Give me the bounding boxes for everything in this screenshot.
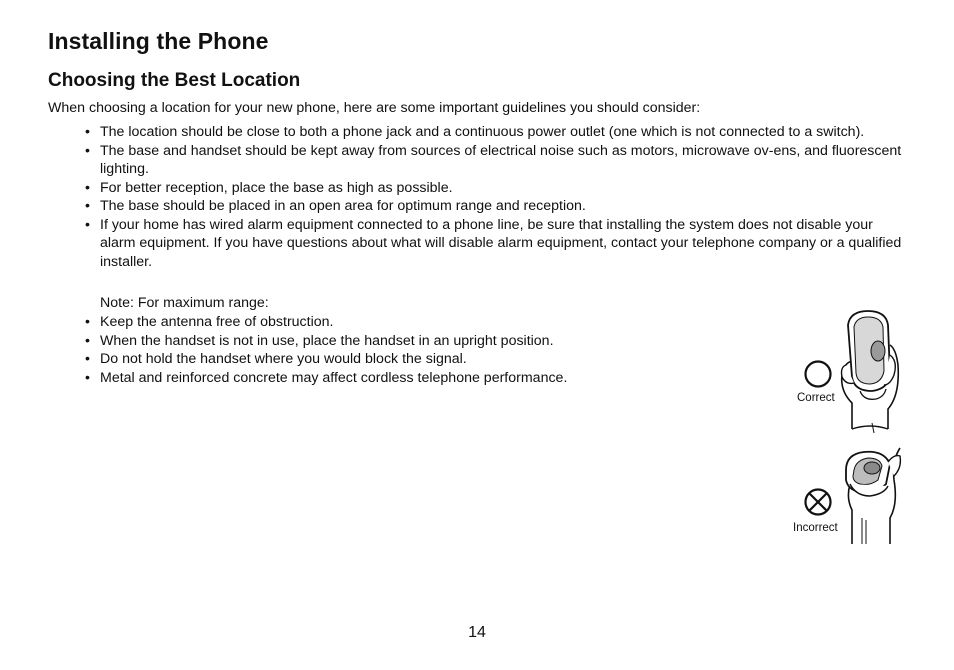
- list-item-text: The base should be placed in an open area for optimum range and reception.: [100, 198, 586, 214]
- list-item-text: Do not hold the handset where you would block the signal.: [100, 351, 467, 367]
- bullet-icon: •: [85, 314, 90, 330]
- bullet-icon: •: [85, 198, 90, 214]
- list-item: [85, 313, 740, 332]
- list-item-text: The location should be close to both a phone jack and a continuous power outlet (one which is not connected to a switch).: [100, 124, 865, 140]
- bullet-icon: •: [85, 124, 90, 140]
- correct-circle-icon: [806, 362, 831, 387]
- list-item: [85, 332, 740, 351]
- bullet-icon: •: [85, 332, 90, 349]
- list-item: [85, 142, 908, 179]
- intro-text: When choosing a location for your new phone, here are some important guidelines you should consider:: [48, 100, 701, 116]
- list-item-text: For better reception, place the base as high as possible.: [100, 179, 453, 196]
- bullet-icon: •: [85, 216, 90, 233]
- list-item-text: The base and handset should be kept away from sources of electrical noise such as motors, microwave ov-ens, and fluorescent lighting.: [100, 142, 902, 177]
- list-item: [85, 123, 908, 142]
- list-item: [85, 369, 740, 388]
- incorrect-label: Incorrect: [793, 522, 838, 534]
- page-number: 14: [468, 624, 486, 641]
- list-item: [85, 179, 908, 198]
- list-item: [85, 216, 908, 272]
- correct-hold-figure: [790, 305, 910, 440]
- list-item-text: If your home has wired alarm equipment connected to a phone line, be sure that installing the system does not disable your alarm equipment. If you have questions about what will disable alarm equipment, contact your telephone company or a qualified installer.: [100, 216, 902, 270]
- section-title: Choosing the Best Location: [48, 70, 301, 91]
- bullet-icon: •: [85, 179, 90, 196]
- bullet-icon: •: [85, 142, 90, 159]
- list-item: [85, 350, 740, 369]
- correct-label: Correct: [797, 392, 835, 404]
- list-item-text: When the handset is not in use, place the handset in an upright position.: [100, 332, 554, 349]
- page-title: Installing the Phone: [48, 28, 269, 54]
- range-note: Note: For maximum range:: [100, 295, 269, 311]
- list-item-text: Metal and reinforced concrete may affect cordless telephone performance.: [100, 369, 568, 386]
- bullet-icon: •: [85, 351, 90, 367]
- upright-handset-illustration: [790, 305, 910, 440]
- list-item: [85, 197, 908, 216]
- list-item-text: Keep the antenna free of obstruction.: [100, 314, 334, 330]
- range-tips-list: [85, 313, 740, 387]
- guidelines-list: [85, 123, 908, 271]
- bullet-icon: •: [85, 369, 90, 386]
